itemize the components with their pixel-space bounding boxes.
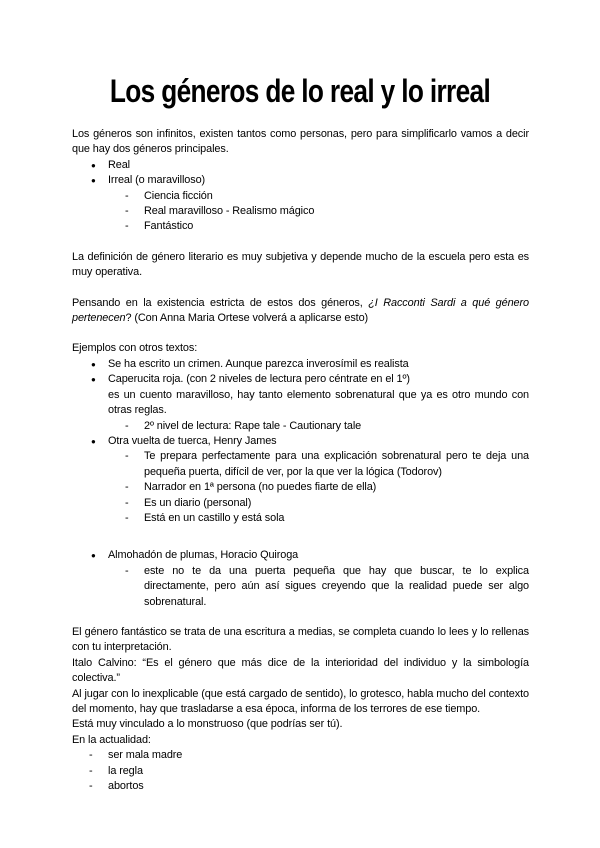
document-body xyxy=(72,127,529,794)
examples-heading: Ejemplos con otros textos: xyxy=(72,342,198,355)
calvino-quote: Italo Calvino: “Es el género que más dice de la interioridad del individuo y la simbología colectiva.” xyxy=(72,656,529,685)
list-item: - Ciencia ficción xyxy=(144,189,529,204)
examples-list-continued xyxy=(72,548,529,610)
list-item xyxy=(108,372,529,434)
list-item: - Te prepara perfectamente para una explicación sobrenatural pero te deja una pequeña puerta, difícil de ver, por la que ver la lógica (Todorov) xyxy=(144,449,529,480)
list-item: - abortos xyxy=(108,779,529,794)
list-item-text: es un cuento maravilloso, hay tanto elemento sobrenatural que ya es otro mundo con otras reglas. xyxy=(108,388,529,417)
list-item: - Está en un castillo y está sola xyxy=(144,511,529,526)
list-item: - este no te da una puerta pequeña que hay que buscar, te lo explica directamente, pero aún así sigues creyendo que la realidad puede ser algo sobrenatural. xyxy=(144,564,529,610)
list-item: - la regla xyxy=(108,764,529,779)
list-item-label: Irreal (o maravilloso) xyxy=(108,174,206,187)
list-item: - Narrador en 1ª persona (no puedes fiarte de ella) xyxy=(144,480,529,495)
sub-list xyxy=(108,564,529,610)
list-item: - 2º nivel de lectura: Rape tale - Cautionary tale xyxy=(144,419,529,434)
list-item xyxy=(108,173,529,235)
list-item: - Real maravilloso - Realismo mágico xyxy=(144,204,529,219)
genre-list xyxy=(72,158,529,235)
thinking-paragraph xyxy=(72,296,529,327)
list-item: - Es un diario (personal) xyxy=(144,496,529,511)
definition-paragraph: La definición de género literario es muy subjetiva y depende mucho de la escuela pero esta es muy operativa. xyxy=(72,250,529,279)
subgenre-list xyxy=(108,189,529,235)
inexplicable-paragraph: Al jugar con lo inexplicable (que está cargado de sentido), lo grotesco, habla mucho del contexto del momento, hay que trasladarse a esa época, informa de los terrores de ese tiempo. xyxy=(72,687,529,715)
text-span: Pensando en la existencia estricta de estos dos géneros, xyxy=(72,296,369,309)
list-item xyxy=(108,548,529,610)
list-item: ● Real xyxy=(108,158,529,173)
list-item: - ser mala madre xyxy=(108,748,529,763)
list-item-label: Otra vuelta de tuerca, Henry James xyxy=(108,434,277,447)
sub-list xyxy=(108,419,529,434)
list-item xyxy=(108,434,529,526)
list-item-label: Almohadón de plumas, Horacio Quiroga xyxy=(108,549,299,562)
current-list xyxy=(72,748,529,794)
sub-list xyxy=(108,449,529,526)
list-item-label: ● Caperucita roja. (con 2 niveles de lectura pero céntrate en el 1º) xyxy=(108,373,410,386)
fantastic-paragraph: El género fantástico se trata de una escritura a medias, se completa cuando lo lees y lo rellenas con tu interpretación. xyxy=(72,625,529,654)
current-heading: En la actualidad: xyxy=(72,733,151,746)
monstrous-paragraph: Está muy vinculado a lo monstruoso (que podrías ser tú). xyxy=(72,718,343,731)
italic-question: ¿I Racconti Sardi a qué género pertenecen xyxy=(72,296,529,325)
list-item: - Fantástico xyxy=(144,219,529,234)
text-span: ? (Con Anna Maria Ortese volverá a aplicarse esto) xyxy=(125,312,369,325)
intro-paragraph: Los géneros son infinitos, existen tantos como personas, pero para simplificarlo vamos a decir que hay dos géneros principales. xyxy=(72,128,529,156)
examples-list xyxy=(72,357,529,526)
list-item: ● Se ha escrito un crimen. Aunque parezca inverosímil es realista xyxy=(108,357,529,372)
page-title: Los géneros de lo real y lo irreal xyxy=(109,73,491,109)
